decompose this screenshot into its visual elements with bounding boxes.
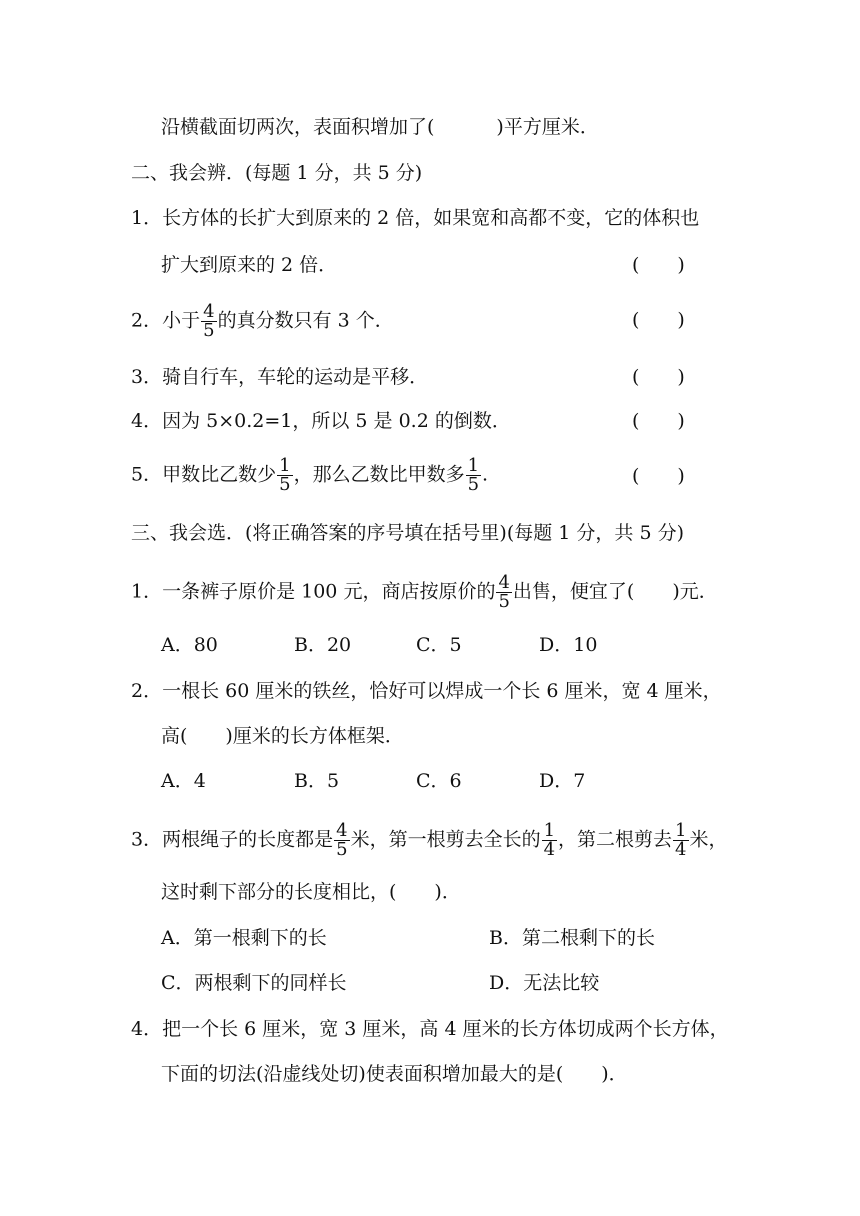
numerator: 1 — [543, 820, 556, 841]
question-text: 甲数比乙数少 — [162, 463, 277, 486]
question-text: 两根绳子的长度都是 — [162, 828, 334, 851]
s3-q2-option-b[interactable]: B．5 — [294, 770, 340, 792]
question-text: . — [482, 463, 489, 486]
denominator: 5 — [203, 320, 215, 341]
question-text: 出售，便宜了( )元． — [512, 580, 718, 603]
question-text: 米，第一根剪去全长的 — [350, 828, 541, 851]
question-text: ，那么乙数比甲数多 — [293, 463, 465, 486]
question-text: 小于 — [162, 309, 201, 332]
question-text: 把一个长 6 厘米，宽 3 厘米，高 4 厘米的长方体切成两个长方体， — [162, 1018, 729, 1040]
section-3-title: 三、我会选．(将正确答案的序号填在括号里)(每题 1 分，共 5 分) — [131, 522, 684, 544]
question-number: 1． — [131, 207, 163, 229]
question-number: 2． — [131, 680, 163, 702]
s3-q2-line2: 高( )厘米的长方体框架． — [161, 725, 404, 747]
question-number: 4． — [131, 410, 163, 432]
denominator: 5 — [467, 474, 480, 495]
numerator: 1 — [467, 455, 480, 476]
section-2-title: 二、我会辨．(每题 1 分，共 5 分) — [131, 162, 423, 184]
s3-q3-option-b[interactable]: B．第二根剩下的长 — [489, 927, 655, 949]
s2-q1-answer-paren[interactable]: ( ) — [632, 254, 685, 276]
question-number: 3． — [131, 828, 163, 851]
question-text: 的真分数只有 3 个． — [217, 309, 394, 332]
s3-q1 — [131, 574, 718, 611]
question-number: 3． — [131, 366, 163, 388]
numerator: 4 — [203, 301, 215, 322]
s3-q3-line2: 这时剩下部分的长度相比，( )． — [161, 881, 461, 903]
s2-q4 — [131, 410, 511, 432]
numerator: 4 — [336, 820, 348, 841]
s3-q1-option-b[interactable]: B．20 — [294, 634, 352, 656]
continuation-line — [161, 116, 599, 138]
s3-q2-option-a[interactable]: A．4 — [161, 770, 206, 792]
denominator: 5 — [336, 839, 348, 860]
question-number: 4． — [131, 1018, 163, 1040]
denominator: 5 — [498, 591, 510, 612]
fraction — [542, 822, 557, 859]
question-text: 米， — [689, 828, 728, 851]
denominator: 4 — [543, 839, 556, 860]
s2-q1-line2: 扩大到原来的 2 倍． — [161, 254, 338, 276]
denominator: 4 — [675, 839, 687, 860]
s3-q2-option-d[interactable]: D．7 — [539, 770, 586, 792]
s3-q1-option-c[interactable]: C．5 — [416, 634, 462, 656]
question-text: 骑自行车，车轮的运动是平移． — [162, 366, 429, 388]
s3-q2-line1 — [131, 680, 722, 702]
continuation-text-a: 沿横截面切两次，表面积增加了( — [161, 116, 435, 138]
s3-q1-option-a[interactable]: A．80 — [161, 634, 218, 656]
s2-q3-answer-paren[interactable]: ( ) — [632, 366, 685, 388]
numerator: 4 — [498, 572, 510, 593]
question-text: 一条裤子原价是 100 元，商店按原价的 — [162, 580, 496, 603]
numerator: 1 — [279, 455, 291, 476]
s3-q3-option-c[interactable]: C．两根剩下的同样长 — [161, 972, 347, 994]
question-text: 长方体的长扩大到原来的 2 倍，如果宽和高都不变，它的体积也 — [162, 207, 700, 229]
question-number: 5． — [131, 463, 163, 486]
s2-q2-answer-paren[interactable]: ( ) — [632, 309, 685, 331]
fraction — [673, 822, 688, 859]
s2-q2 — [131, 303, 394, 340]
fraction — [496, 574, 511, 611]
numerator: 1 — [675, 820, 687, 841]
fraction — [277, 457, 292, 494]
s2-q4-answer-paren[interactable]: ( ) — [632, 410, 685, 432]
question-number: 1． — [131, 580, 163, 603]
s2-q5-answer-paren[interactable]: ( ) — [632, 465, 685, 487]
denominator: 5 — [279, 474, 291, 495]
s3-q2-option-c[interactable]: C．6 — [416, 770, 462, 792]
s2-q1-line1 — [131, 207, 699, 229]
question-text: 一根长 60 厘米的铁丝，恰好可以焊成一个长 6 厘米，宽 4 厘米， — [162, 680, 722, 702]
s2-q3 — [131, 366, 428, 388]
question-text: ，第二根剪去 — [558, 828, 673, 851]
fraction — [334, 822, 349, 859]
s3-q3-option-a[interactable]: A．第一根剩下的长 — [161, 927, 327, 949]
continuation-text-b: )平方厘米． — [496, 116, 599, 138]
fraction — [466, 457, 481, 494]
question-text: 因为 5×0.2=1，所以 5 是 0.2 的倒数． — [162, 410, 511, 432]
s3-q3-option-d[interactable]: D．无法比较 — [489, 972, 600, 994]
question-number: 2． — [131, 309, 163, 332]
fraction — [201, 303, 216, 340]
s3-q4-line2: 下面的切法(沿虚线处切)使表面积增加最大的是( )． — [161, 1063, 628, 1085]
s3-q1-option-d[interactable]: D．10 — [539, 634, 598, 656]
s3-q3-line1 — [131, 822, 728, 859]
s3-q4-line1 — [131, 1018, 729, 1040]
s2-q5 — [131, 457, 488, 494]
